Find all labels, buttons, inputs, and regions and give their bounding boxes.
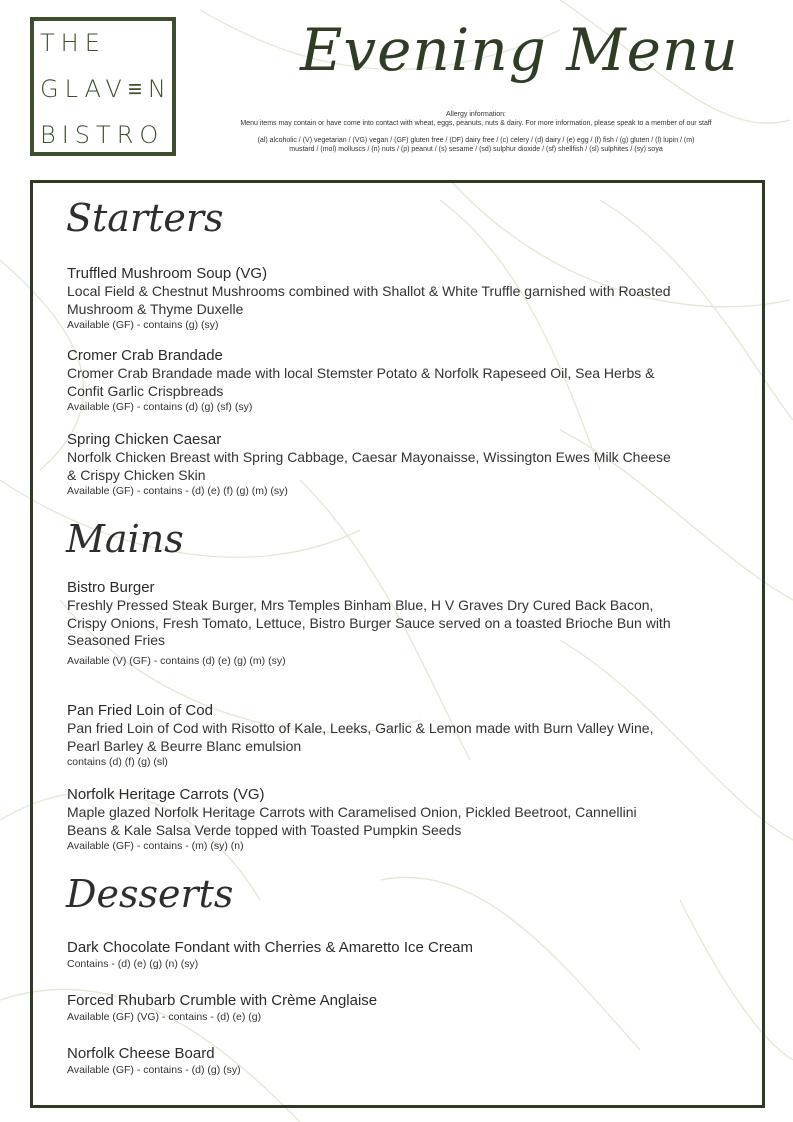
allergy-information [186,110,766,154]
logo-line-2: GLAV≡N [40,75,172,103]
mains-heading: Mains [66,517,184,561]
desserts-heading: Desserts [66,872,234,916]
item-description: Local Field & Chestnut Mushrooms combined with Shallot & White Truffle garnished with Roasted [67,283,671,299]
allergen-codes-line-2: mustard / (mol) molluscs / (n) nuts / (p) peanut / (s) sesame / (sd) sulphur dioxide / (sf) shellfish / (sl) sulphites / (sy) soya [289,146,663,153]
item-description: Confit Garlic Crispbreads [67,382,224,399]
item-allergens: Contains - (d) (e) (g) (n) (sy) [67,958,199,970]
item-name: Forced Rhubarb Crumble with Crème Anglaise [67,992,378,1009]
logo-line-3: BISTRO [40,121,165,149]
item-name: Dark Chocolate Fondant with Cherries & Amaretto Ice Cream [67,939,474,956]
item-name: Cromer Crab Brandade [67,347,223,364]
item-description: Crispy Onions, Fresh Tomato, Lettuce, Bistro Burger Sauce served on a toasted Brioche Bun with [67,614,671,631]
menu-item [67,265,727,332]
allergy-heading: Allergy information: [446,111,506,118]
item-allergens: Available (GF) - contains - (d) (e) (f) (g) (m) (sy) [67,485,288,497]
item-description: Beans & Kale Salsa Verde topped with Toasted Pumpkin Seeds [67,821,462,838]
item-name: Norfolk Heritage Carrots (VG) [67,786,265,803]
item-name: Spring Chicken Caesar [67,431,222,448]
item-description: Mushroom & Thyme Duxelle [67,300,244,317]
item-description: Cromer Crab Brandade made with local Stemster Potato & Norfolk Rapeseed Oil, Sea Herbs & [67,365,655,381]
item-description: Freshly Pressed Steak Burger, Mrs Temples Binham Blue, H V Graves Dry Cured Back Bacon, [67,597,654,613]
item-allergens: Available (GF) (VG) - contains - (d) (e) (g) [67,1011,262,1023]
menu-item [67,992,727,1024]
item-description: Maple glazed Norfolk Heritage Carrots with Caramelised Onion, Pickled Beetroot, Cannellini [67,804,637,820]
allergen-codes-line-1: (al) alcoholic / (V) vegetarian / (VG) vegan / (GF) gluten free / (DF) dairy free / (c) celery / (d) dairy / (e) egg / (f) fish / (g) gluten / (l) lupin / (m) [257,137,695,144]
item-description: Pan fried Loin of Cod with Risotto of Kale, Leeks, Garlic & Lemon made with Burn Valley Wine, [67,720,654,736]
menu-item [67,702,727,769]
menu-item [67,1045,727,1077]
item-name: Norfolk Cheese Board [67,1045,215,1062]
menu-item [67,579,727,668]
item-allergens: Available (GF) - contains - (d) (g) (sy) [67,1064,241,1076]
item-allergens: Available (V) (GF) - contains (d) (e) (g) (m) (sy) [67,654,286,667]
item-name: Truffled Mushroom Soup (VG) [67,265,268,282]
item-description: & Crispy Chicken Skin [67,466,206,483]
bistro-logo [30,17,176,156]
allergy-notice: Menu items may contain or have come into contact with wheat, eggs, peanuts, nuts & dairy. For more information, please speak to a member of our staff [240,120,712,127]
item-allergens: contains (d) (f) (g) (sl) [67,756,168,768]
item-allergens: Available (GF) - contains (g) (sy) [67,319,219,331]
menu-item [67,786,727,853]
menu-item [67,431,727,498]
item-allergens: Available (GF) - contains (d) (g) (sf) (sy) [67,401,253,413]
item-description: Seasoned Fries [67,632,166,648]
item-name: Bistro Burger [67,579,155,596]
item-name: Pan Fried Loin of Cod [67,702,213,719]
item-allergens: Available (GF) - contains - (m) (sy) (n) [67,840,244,852]
item-description: Norfolk Chicken Breast with Spring Cabbage, Caesar Mayonaisse, Wissington Ewes Milk Cheese [67,449,671,465]
menu-item [67,347,727,414]
logo-line-1: THE [40,29,106,57]
starters-heading: Starters [66,196,224,240]
item-description: Pearl Barley & Beurre Blanc emulsion [67,737,302,754]
page-title: Evening Menu [300,16,739,84]
menu-item [67,939,727,971]
